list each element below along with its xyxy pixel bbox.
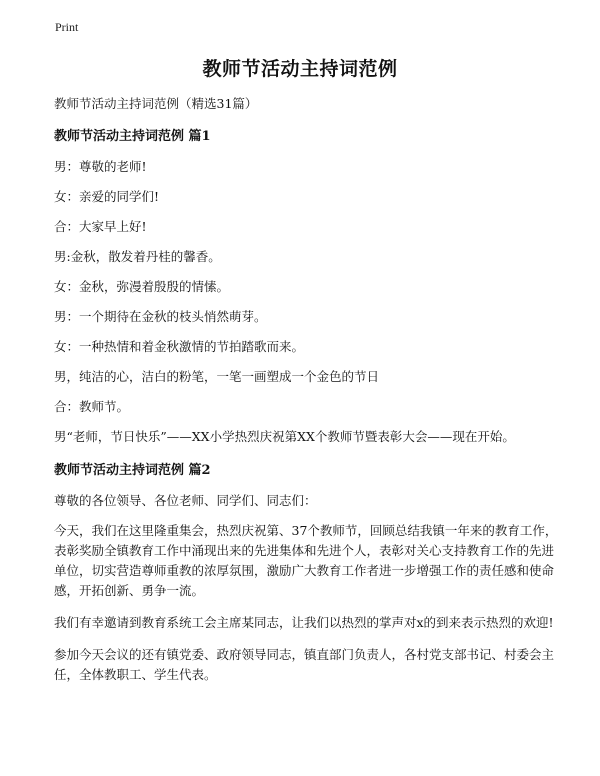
paragraph: 女：亲爱的同学们! — [54, 189, 160, 204]
paragraph: 男，纯洁的心，洁白的粉笔，一笔一画塑成一个金色的节日 — [54, 369, 380, 384]
paragraph: 尊敬的各位领导、各位老师、同学们、同志们： — [54, 493, 317, 508]
paragraph: 参加今天会议的还有镇党委、政府领导同志，镇直部门负责人，各村党支部书记、村委会主任，全体教职工、学生代表。 — [54, 647, 555, 682]
paragraph: 合：大家早上好! — [54, 219, 147, 234]
print-label: Print — [55, 20, 79, 34]
paragraph: 男：尊敬的老师! — [54, 159, 147, 174]
paragraph: 男“老师，节日快乐”——XX小学热烈庆祝第XX个教师节暨表彰大会——现在开始。 — [54, 429, 515, 444]
document-body — [54, 94, 558, 697]
paragraph: 女：一种热情和着金秋激情的节拍踏歌而来。 — [54, 339, 305, 354]
section-heading: 教师节活动主持词范例 篇1 — [54, 129, 211, 144]
paragraph: 我们有幸邀请到教育系统工会主席某同志，让我们以热烈的掌声对x的到来表示热烈的欢迎! — [54, 615, 554, 630]
section-2 — [54, 461, 558, 685]
section-heading: 教师节活动主持词范例 篇2 — [54, 463, 211, 478]
paragraph: 男:金秋，散发着丹桂的馨香。 — [54, 249, 221, 264]
paragraph: 男：一个期待在金秋的枝头悄然萌芽。 — [54, 309, 267, 324]
document-subtitle: 教师节活动主持词范例（精选31篇） — [54, 96, 258, 111]
paragraph: 合：教师节。 — [54, 399, 130, 414]
paragraph: 女：金秋，弥漫着殷殷的情愫。 — [54, 279, 230, 294]
section-1 — [54, 127, 558, 447]
paragraph: 今天，我们在这里隆重集会，热烈庆祝第、37个教师节，回顾总结我镇一年来的教育工作，表彰奖励全镇教育工作中涌现出来的先进集体和先进个人，表彰对关心支持教育工作的先进单位，切实营造尊师重教的浓厚氛围，激励广大教育工作者进一步增强工作的责任感和使命感，开拓创新、勇争一流。 — [54, 523, 558, 598]
document-title: 教师节活动主持词范例 — [202, 58, 398, 80]
